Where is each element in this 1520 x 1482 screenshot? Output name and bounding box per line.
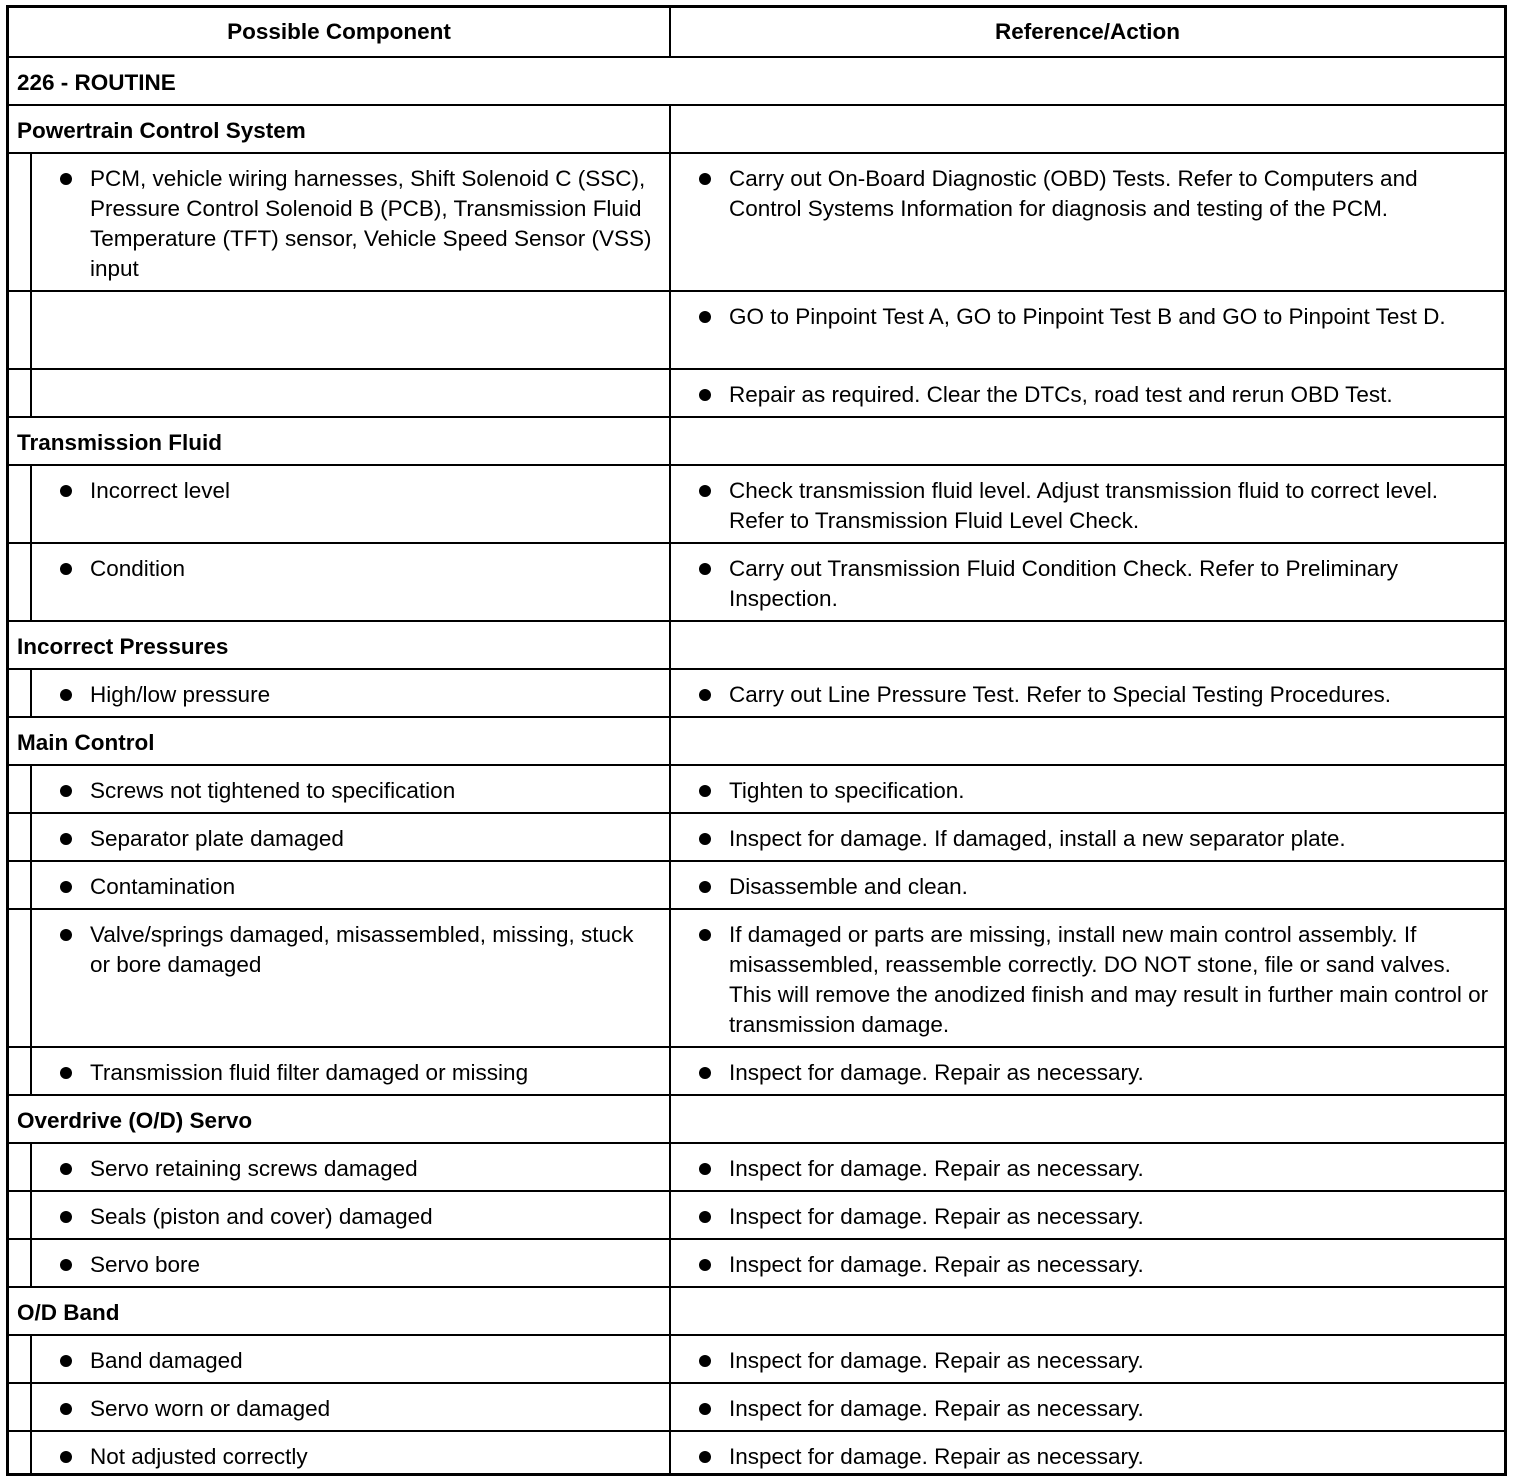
indent-cell — [9, 766, 32, 812]
table-row — [9, 1144, 1504, 1192]
action-cell — [671, 544, 1504, 620]
component-text: Band damaged — [90, 1348, 243, 1373]
table-row — [9, 466, 1504, 544]
action-text: Tighten to specification. — [729, 778, 965, 803]
bullet-icon — [60, 1403, 72, 1415]
table-row — [9, 544, 1504, 622]
table-row — [9, 292, 1504, 370]
table-row — [9, 766, 1504, 814]
component-text: Incorrect level — [90, 478, 231, 503]
action-text: Inspect for damage. Repair as necessary. — [729, 1156, 1144, 1181]
action-cell — [671, 814, 1504, 860]
component-cell — [32, 544, 671, 620]
bullet-icon — [699, 1163, 711, 1175]
action-text: Inspect for damage. If damaged, install a new separator plate. — [729, 826, 1346, 851]
bullet-icon — [699, 1355, 711, 1367]
bullet-icon — [699, 1211, 711, 1223]
action-text: If damaged or parts are missing, install new main control assembly. If misassembled, reassemble correctly. DO NOT stone, file or sand valves. This will remove the anodized finish and may result in further main control or transmission damage. — [729, 922, 1489, 1037]
bullet-icon — [60, 1259, 72, 1271]
indent-cell — [9, 154, 32, 290]
indent-cell — [9, 1432, 32, 1473]
action-cell — [671, 370, 1504, 416]
action-cell — [671, 466, 1504, 542]
component-cell — [32, 862, 671, 908]
component-cell — [32, 1144, 671, 1190]
bullet-icon — [699, 833, 711, 845]
action-text: Inspect for damage. Repair as necessary. — [729, 1348, 1144, 1373]
bullet-icon — [60, 1211, 72, 1223]
table-row — [9, 1240, 1504, 1288]
action-cell — [671, 910, 1504, 1046]
section-title: Overdrive (O/D) Servo — [9, 1096, 671, 1142]
section-empty-cell — [671, 1096, 1504, 1142]
action-text: GO to Pinpoint Test A, GO to Pinpoint Test B and GO to Pinpoint Test D. — [729, 304, 1446, 329]
bullet-icon — [60, 563, 72, 575]
action-text: Inspect for damage. Repair as necessary. — [729, 1444, 1144, 1469]
action-text: Inspect for damage. Repair as necessary. — [729, 1252, 1144, 1277]
table-row — [9, 862, 1504, 910]
component-cell — [32, 292, 671, 368]
component-text: Not adjusted correctly — [90, 1444, 308, 1469]
component-text: Transmission fluid filter damaged or missing — [90, 1060, 529, 1085]
table-row — [9, 1432, 1504, 1473]
diagnosis-table — [6, 5, 1507, 1476]
action-cell — [671, 862, 1504, 908]
indent-cell — [9, 370, 32, 416]
component-text: Separator plate damaged — [90, 826, 344, 851]
component-cell — [32, 814, 671, 860]
bullet-icon — [699, 1067, 711, 1079]
action-cell — [671, 1240, 1504, 1286]
section-empty-cell — [671, 718, 1504, 764]
component-cell — [32, 1048, 671, 1094]
bullet-icon — [699, 389, 711, 401]
component-cell — [32, 1384, 671, 1430]
action-cell — [671, 292, 1504, 368]
bullet-icon — [699, 1403, 711, 1415]
component-text: Contamination — [90, 874, 236, 899]
action-cell — [671, 766, 1504, 812]
bullet-icon — [699, 881, 711, 893]
component-text: Condition — [90, 556, 186, 581]
indent-cell — [9, 1192, 32, 1238]
header-possible-component: Possible Component — [9, 8, 671, 56]
bullet-icon — [60, 785, 72, 797]
component-cell — [32, 1432, 671, 1473]
action-cell — [671, 1048, 1504, 1094]
bullet-icon — [60, 173, 72, 185]
bullet-icon — [699, 563, 711, 575]
bullet-icon — [699, 689, 711, 701]
section-empty-cell — [671, 106, 1504, 152]
section-row — [9, 622, 1504, 670]
bullet-icon — [60, 485, 72, 497]
table-row — [9, 670, 1504, 718]
action-text: Repair as required. Clear the DTCs, road test and rerun OBD Test. — [729, 382, 1393, 407]
bullet-icon — [60, 1355, 72, 1367]
bullet-icon — [699, 1451, 711, 1463]
bullet-icon — [699, 929, 711, 941]
component-cell — [32, 466, 671, 542]
bullet-icon — [60, 1067, 72, 1079]
component-cell — [32, 766, 671, 812]
bullet-icon — [699, 173, 711, 185]
table-header-row — [9, 8, 1504, 58]
bullet-icon — [60, 1451, 72, 1463]
section-empty-cell — [671, 622, 1504, 668]
component-cell — [32, 1240, 671, 1286]
routine-title-row — [9, 58, 1504, 106]
action-text: Disassemble and clean. — [729, 874, 968, 899]
section-row — [9, 1288, 1504, 1336]
indent-cell — [9, 544, 32, 620]
indent-cell — [9, 1384, 32, 1430]
action-text: Inspect for damage. Repair as necessary. — [729, 1060, 1144, 1085]
action-cell — [671, 1144, 1504, 1190]
bullet-icon — [699, 1259, 711, 1271]
action-cell — [671, 1384, 1504, 1430]
component-text: Seals (piston and cover) damaged — [90, 1204, 433, 1229]
section-empty-cell — [671, 1288, 1504, 1334]
section-title: O/D Band — [9, 1288, 671, 1334]
action-text: Inspect for damage. Repair as necessary. — [729, 1396, 1144, 1421]
action-cell — [671, 1336, 1504, 1382]
bullet-icon — [60, 929, 72, 941]
table-row — [9, 1384, 1504, 1432]
section-title: Powertrain Control System — [9, 106, 671, 152]
bullet-icon — [699, 485, 711, 497]
component-text: PCM, vehicle wiring harnesses, Shift Solenoid C (SSC), Pressure Control Solenoid B (PCB), Transmission Fluid Temperature (TFT) sensor, Vehicle Speed Sensor (VSS) input — [90, 166, 652, 281]
indent-cell — [9, 1240, 32, 1286]
indent-cell — [9, 862, 32, 908]
action-text: Check transmission fluid level. Adjust transmission fluid to correct level. Refer to Transmission Fluid Level Check. — [729, 478, 1439, 533]
section-row — [9, 718, 1504, 766]
table-row — [9, 1192, 1504, 1240]
component-cell — [32, 370, 671, 416]
header-reference-action: Reference/Action — [994, 19, 1181, 44]
section-title: Transmission Fluid — [9, 418, 671, 464]
component-cell — [32, 670, 671, 716]
indent-cell — [9, 1144, 32, 1190]
action-cell — [671, 154, 1504, 290]
section-row — [9, 1096, 1504, 1144]
indent-cell — [9, 292, 32, 368]
component-cell — [32, 154, 671, 290]
action-cell — [671, 1432, 1504, 1473]
component-text: High/low pressure — [90, 682, 271, 707]
action-text: Carry out Transmission Fluid Condition Check. Refer to Preliminary Inspection. — [729, 556, 1398, 611]
section-row — [9, 418, 1504, 466]
bullet-icon — [699, 785, 711, 797]
action-text: Inspect for damage. Repair as necessary. — [729, 1204, 1144, 1229]
table-row — [9, 910, 1504, 1048]
action-text: Carry out On-Board Diagnostic (OBD) Tests. Refer to Computers and Control Systems Information for diagnosis and testing of the PCM. — [729, 166, 1418, 221]
routine-title: 226 - ROUTINE — [17, 70, 176, 95]
table-row — [9, 1048, 1504, 1096]
component-text: Servo worn or damaged — [90, 1396, 331, 1421]
table-row — [9, 370, 1504, 418]
table-row — [9, 154, 1504, 292]
section-title: Incorrect Pressures — [9, 622, 671, 668]
bullet-icon — [699, 311, 711, 323]
indent-cell — [9, 466, 32, 542]
table-row — [9, 814, 1504, 862]
indent-cell — [9, 670, 32, 716]
action-cell — [671, 670, 1504, 716]
component-cell — [32, 910, 671, 1046]
section-row — [9, 106, 1504, 154]
action-text: Carry out Line Pressure Test. Refer to Special Testing Procedures. — [729, 682, 1391, 707]
bullet-icon — [60, 1163, 72, 1175]
component-text: Screws not tightened to specification — [90, 778, 456, 803]
indent-cell — [9, 910, 32, 1046]
section-title: Main Control — [9, 718, 671, 764]
bullet-icon — [60, 833, 72, 845]
bullet-icon — [60, 689, 72, 701]
table-row — [9, 1336, 1504, 1384]
indent-cell — [9, 1048, 32, 1094]
indent-cell — [9, 814, 32, 860]
action-cell — [671, 1192, 1504, 1238]
component-cell — [32, 1336, 671, 1382]
component-text: Servo retaining screws damaged — [90, 1156, 418, 1181]
component-cell — [32, 1192, 671, 1238]
component-text: Valve/springs damaged, misassembled, missing, stuck or bore damaged — [90, 922, 634, 977]
indent-cell — [9, 1336, 32, 1382]
component-text: Servo bore — [90, 1252, 201, 1277]
bullet-icon — [60, 881, 72, 893]
section-empty-cell — [671, 418, 1504, 464]
